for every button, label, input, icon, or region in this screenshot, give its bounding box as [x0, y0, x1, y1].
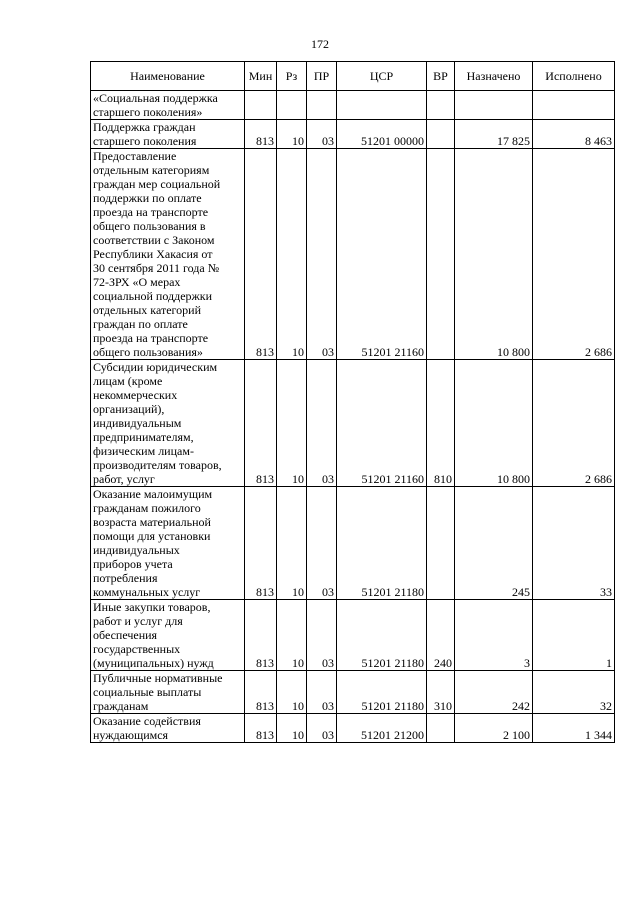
cell-pr	[307, 91, 337, 120]
cell-name: Предоставление отдельным категориям граждан мер социальной поддержки по оплате проезда на транспорте общего пользования в соответствии с Законом Республики Хакасия от 30 сентября 2011 года № 72-ЗРХ «О мерах социальной поддержки отдельных категорий граждан по оплате проезда на транспорте общего пользования»	[91, 149, 245, 360]
cell-name: Оказание малоимущим гражданам пожилого возраста материальной помощи для установки индивидуальных приборов учета потребления коммунальных услуг	[91, 487, 245, 600]
cell-csr: 51201 21180	[337, 487, 427, 600]
cell-executed: 2 686	[533, 149, 615, 360]
cell-csr	[337, 91, 427, 120]
cell-csr: 51201 21160	[337, 149, 427, 360]
cell-pr: 03	[307, 120, 337, 149]
cell-vr	[427, 120, 455, 149]
cell-min: 813	[245, 671, 277, 714]
cell-rz	[277, 91, 307, 120]
header-csr: ЦСР	[337, 62, 427, 91]
cell-min: 813	[245, 120, 277, 149]
cell-assigned	[455, 91, 533, 120]
cell-executed	[533, 91, 615, 120]
header-assigned: Назначено	[455, 62, 533, 91]
cell-vr	[427, 149, 455, 360]
cell-min: 813	[245, 487, 277, 600]
header-pr: ПР	[307, 62, 337, 91]
cell-min: 813	[245, 360, 277, 487]
cell-executed: 8 463	[533, 120, 615, 149]
cell-pr: 03	[307, 600, 337, 671]
cell-min: 813	[245, 714, 277, 743]
cell-assigned: 10 800	[455, 360, 533, 487]
table-row	[91, 91, 615, 120]
cell-min: 813	[245, 149, 277, 360]
cell-csr: 51201 21180	[337, 671, 427, 714]
cell-csr: 51201 21160	[337, 360, 427, 487]
cell-min	[245, 91, 277, 120]
cell-rz: 10	[277, 360, 307, 487]
cell-vr: 310	[427, 671, 455, 714]
header-rz: Рз	[277, 62, 307, 91]
cell-rz: 10	[277, 487, 307, 600]
cell-pr: 03	[307, 149, 337, 360]
cell-assigned: 10 800	[455, 149, 533, 360]
cell-executed: 1	[533, 600, 615, 671]
table-row	[91, 600, 615, 671]
cell-name: Поддержка граждан старшего поколения	[91, 120, 245, 149]
cell-vr	[427, 91, 455, 120]
cell-name: Иные закупки товаров, работ и услуг для обеспечения государственных (муниципальных) нужд	[91, 600, 245, 671]
cell-name: Оказание содействия нуждающимся	[91, 714, 245, 743]
cell-executed: 33	[533, 487, 615, 600]
table-row	[91, 120, 615, 149]
cell-pr: 03	[307, 360, 337, 487]
cell-executed: 1 344	[533, 714, 615, 743]
budget-table	[90, 61, 615, 743]
cell-assigned: 245	[455, 487, 533, 600]
cell-name: «Социальная поддержка старшего поколения»	[91, 91, 245, 120]
table-row	[91, 487, 615, 600]
cell-csr: 51201 21180	[337, 600, 427, 671]
cell-executed: 2 686	[533, 360, 615, 487]
cell-csr: 51201 21200	[337, 714, 427, 743]
cell-assigned: 17 825	[455, 120, 533, 149]
cell-min: 813	[245, 600, 277, 671]
cell-assigned: 2 100	[455, 714, 533, 743]
cell-assigned: 242	[455, 671, 533, 714]
cell-rz: 10	[277, 671, 307, 714]
table-row	[91, 714, 615, 743]
cell-csr: 51201 00000	[337, 120, 427, 149]
header-vr: ВР	[427, 62, 455, 91]
cell-vr	[427, 714, 455, 743]
cell-rz: 10	[277, 600, 307, 671]
cell-executed: 32	[533, 671, 615, 714]
cell-name: Публичные нормативные социальные выплаты гражданам	[91, 671, 245, 714]
table-row	[91, 360, 615, 487]
cell-vr: 240	[427, 600, 455, 671]
header-min: Мин	[245, 62, 277, 91]
page-number: 172	[311, 37, 329, 51]
cell-pr: 03	[307, 671, 337, 714]
cell-rz: 10	[277, 149, 307, 360]
cell-assigned: 3	[455, 600, 533, 671]
cell-pr: 03	[307, 714, 337, 743]
cell-pr: 03	[307, 487, 337, 600]
cell-rz: 10	[277, 714, 307, 743]
cell-rz: 10	[277, 120, 307, 149]
header-name: Наименование	[91, 62, 245, 91]
table-header-row	[91, 62, 615, 91]
cell-vr: 810	[427, 360, 455, 487]
table-row	[91, 671, 615, 714]
cell-name: Субсидии юридическим лицам (кроме некоммерческих организаций), индивидуальным предпринимателям, физическим лицам- производителям товаров, работ, услуг	[91, 360, 245, 487]
header-executed: Исполнено	[533, 62, 615, 91]
table-row	[91, 149, 615, 360]
cell-vr	[427, 487, 455, 600]
